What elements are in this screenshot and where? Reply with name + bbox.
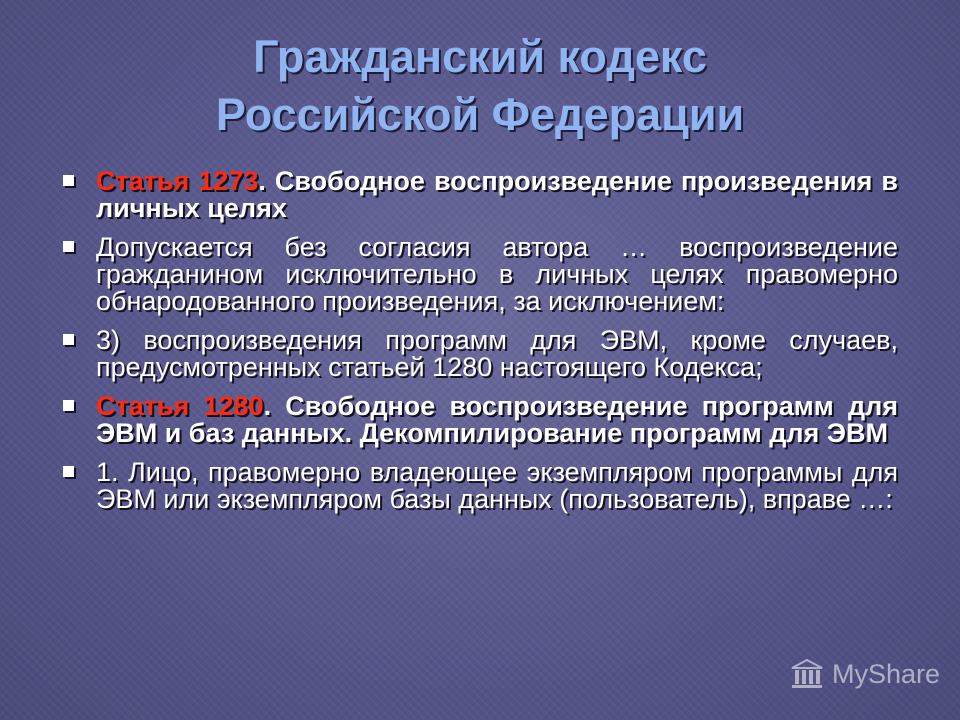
bullet-article-1280 [60, 393, 898, 447]
article-number: Статья 1280 [96, 391, 264, 421]
slide-title [60, 28, 900, 144]
bullet-exception-3 [60, 327, 898, 381]
title-line-1: Гражданский кодекс [253, 31, 707, 82]
bullet-article-1273 [60, 168, 898, 222]
square-bullet-icon [63, 466, 74, 477]
bullet-text: 1. Лицо, правомерно владеющее экземпляром программы для ЭВМ или экземпляром базы данных (пользователь), вправе …: [96, 457, 898, 514]
bullet-text: 3) воспроизведения программ для ЭВМ, кроме случаев, предусмотренных статьей 1280 настоящего Кодекса; [96, 325, 898, 382]
building-icon [790, 658, 824, 690]
square-bullet-icon [63, 241, 74, 252]
article-heading: . Свободное воспроизведение произведения в личных целях [96, 166, 898, 223]
square-bullet-icon [63, 175, 74, 186]
title-line-2: Российской Федерации [215, 89, 745, 140]
bullet-permission [60, 234, 898, 315]
bullet-list [60, 168, 898, 525]
bullet-text: Допускается без согласия автора … воспроизведение гражданином исключительно в личных целях правомерно обнародованного произведения, за исключением: [96, 232, 898, 316]
watermark [790, 658, 940, 690]
square-bullet-icon [63, 400, 74, 411]
article-heading: . Свободное воспроизведение программ для ЭВМ и баз данных. Декомпилирование программ для ЭВМ [96, 391, 898, 448]
watermark-text: MyShare [831, 658, 940, 689]
square-bullet-icon [63, 334, 74, 345]
article-number: Статья 1273 [96, 166, 259, 196]
bullet-user-rights [60, 459, 898, 513]
